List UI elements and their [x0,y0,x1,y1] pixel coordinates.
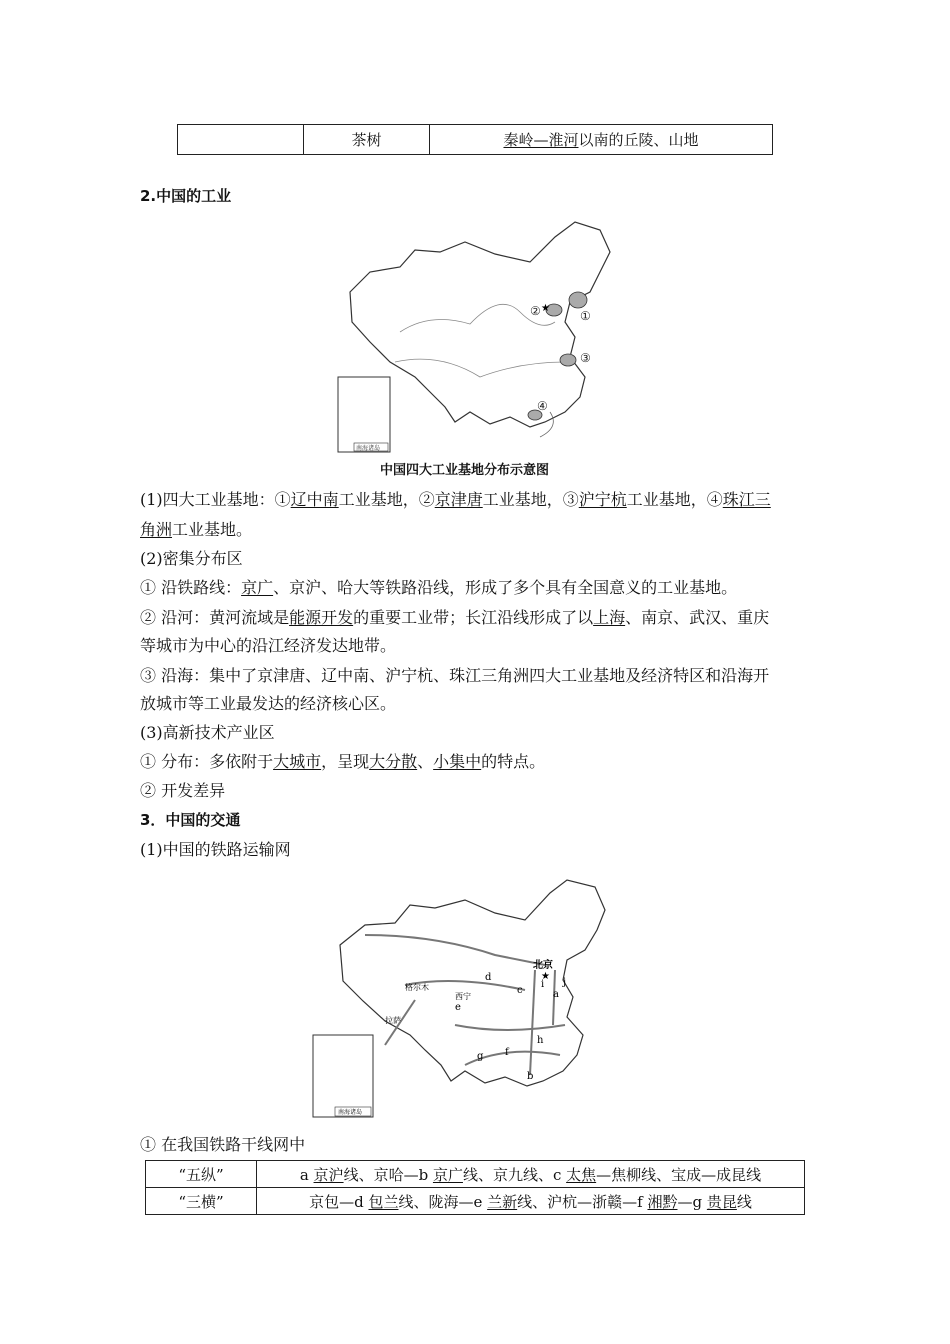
base-liaozhongnan-shape [569,292,587,308]
industry-p8: ② 开发差异 [140,781,226,800]
industry-p4-line2: 等城市为中心的沿江经济发达地带。 [140,636,397,655]
yangtze-river [395,359,565,377]
industry-p5: ③ 沿海：集中了京津唐、辽中南、沪宁杭、珠江三角洲四大工业基地及经济特区和沿海开 [140,666,770,685]
marker-1: ① [580,309,591,323]
letter-b: b [527,1071,534,1082]
letter-e: e [455,1002,461,1013]
marker-4: ④ [537,399,548,413]
letter-c: c [517,985,523,996]
letter-f: f [505,1047,509,1058]
industry-p2: (2)密集分布区 [140,549,243,568]
label-geermu: 格尔木 [405,983,429,992]
rail-line-5 [455,1025,565,1030]
beijing-star: ★ [541,303,550,314]
label-xining: 西宁 [455,992,471,1001]
letter-g: g [477,1051,484,1062]
rail-line-1 [365,935,545,965]
letter-d: d [485,972,492,983]
marker-2: ② [530,304,541,318]
industry-map-caption: 中国四大工业基地分布示意图 [380,463,550,478]
letter-j: j [563,977,567,988]
industry-p7: ① 分布：多依附于大城市，呈现大分散、小集中的特点。 [140,752,546,771]
inset-label-rail: 南海诸岛 [338,1109,363,1116]
letter-i: i [541,979,545,990]
industry-p5-line2: 放城市等工业最发达的经济核心区。 [140,694,397,713]
railway-map [305,875,635,1120]
railway-row2-content: 京包—d 包兰线、陇海—e 兰新线、沪杭—浙赣—f 湘黔—g 贵昆线 [257,1188,805,1215]
base-huningHang-shape [560,354,576,366]
crop-table-cell-empty [178,125,304,155]
crop-table [177,124,773,155]
industry-base-map [330,212,620,457]
railway-row2-head: “三横” [146,1188,257,1215]
inset-label: 南海诸岛 [356,445,381,452]
letter-h: h [537,1035,544,1046]
industry-p1-line2: 角洲工业基地。 [140,520,253,539]
label-lasa: 拉萨 [385,1016,401,1025]
industry-p6: (3)高新技术产业区 [140,723,275,742]
section-heading-industry: 2.中国的工业 [140,187,232,205]
section-heading-transport: 3．中国的交通 [140,811,241,829]
marker-3: ③ [580,351,591,365]
letter-a: a [553,989,559,1000]
railway-row1-content: a 京沪线、京哈—b 京广线、京九线、c 太焦—焦柳线、宝成—成昆线 [257,1161,805,1188]
railway-row1-head: “五纵” [146,1161,257,1188]
label-beijing: 北京 [533,960,553,971]
rail-line-3 [530,970,535,1075]
railway-table [145,1160,805,1215]
transport-sub: (1)中国的铁路运输网 [140,840,291,859]
beijing-star-rail: ★ [541,971,550,982]
crop-table-cell-crop: 茶树 [304,125,430,155]
industry-p3: ① 沿铁路线：京广、京沪、哈大等铁路沿线，形成了多个具有全国意义的工业基地。 [140,578,738,597]
inset-frame [338,377,390,452]
industry-p1: (1)四大工业基地：①辽中南工业基地，②京津唐工业基地，③沪宁杭工业基地，④珠江三 [140,490,771,509]
transport-intro: ① 在我国铁路干线网中 [140,1135,306,1154]
inset-frame-rail [313,1035,373,1117]
industry-p4: ② 沿河：黄河流域是能源开发的重要工业带；长江沿线形成了以上海、南京、武汉、重庆 [140,608,770,627]
crop-table-cell-region: 秦岭—淮河以南的丘陵、山地 [430,125,773,155]
